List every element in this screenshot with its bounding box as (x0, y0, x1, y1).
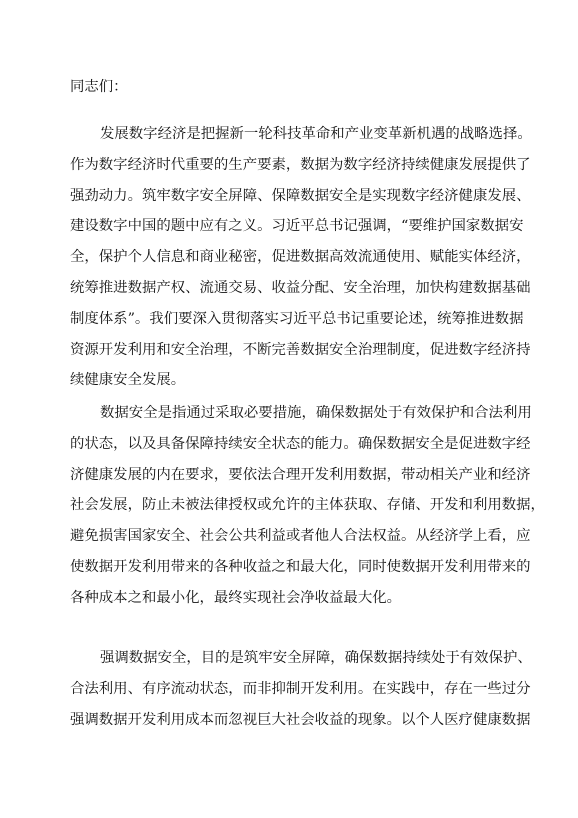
paragraph-line: 各种成本之和最小化，最终实现社会净收益最大化。 (70, 589, 401, 606)
paragraph-line: 强调数据安全，目的是筑牢安全屏障，确保数据持续处于有效保护、 (100, 650, 532, 666)
paragraph-line: 建设数字中国的题中应有之义。习近平总书记强调，“要维护国家数据安 (70, 218, 524, 235)
paragraph-line: 合法利用、有序流动状态，而非抑制开发利用。在实践中，存在一些过分 (70, 680, 531, 697)
paragraph-1 (70, 119, 532, 396)
paragraph-line: 统筹推进数据产权、流通交易、收益分配、安全治理，加快构建数据基础 (70, 279, 531, 296)
paragraph-line: 制度体系”。我们要深入贯彻落实习近平总书记重要论述，统筹推进数据 (70, 310, 524, 327)
paragraph-line: 的状态，以及具备保障持续安全状态的能力。确保数据安全是促进数字经 (70, 435, 531, 452)
salutation: 同志们： (70, 79, 128, 95)
paragraph-line: 强调数据开发利用成本而忽视巨大社会收益的现象。以个人医疗健康数据 (70, 711, 531, 728)
paragraph-line: 数据安全是指通过采取必要措施，确保数据处于有效保护和合法利用 (100, 405, 532, 421)
paragraph-line: 使数据开发利用带来的各种收益之和最大化，同时使数据开发利用带来的 (70, 558, 531, 575)
paragraph-line: 作为数字经济时代重要的生产要素，数据为数字经济持续健康发展提供了 (70, 156, 531, 173)
paragraph-line: 发展数字经济是把握新一轮科技革命和产业变革新机遇的战略选择。 (100, 126, 532, 142)
paragraph-3 (70, 643, 532, 735)
paragraph-2 (70, 398, 545, 614)
paragraph-line: 社会发展，防止未被法律授权或允许的主体获取、存储、开发和利用数据， (70, 497, 545, 514)
paragraph-line: 强劲动力。筑牢数字安全屏障、保障数据安全是实现数字经济健康发展、 (70, 187, 531, 204)
paragraph-line: 济健康发展的内在要求，要依法合理开发利用数据，带动相关产业和经济 (70, 466, 531, 483)
paragraph-line: 全，保护个人信息和商业秘密，促进数据高效流通使用、赋能实体经济， (70, 249, 531, 266)
paragraph-line: 资源开发利用和安全治理，不断完善数据安全治理制度，促进数字经济持 (70, 341, 531, 358)
paragraph-line: 避免损害国家安全、社会公共利益或者他人合法权益。从经济学上看，应 (70, 528, 531, 545)
paragraph-line: 续健康安全发展。 (70, 372, 186, 389)
